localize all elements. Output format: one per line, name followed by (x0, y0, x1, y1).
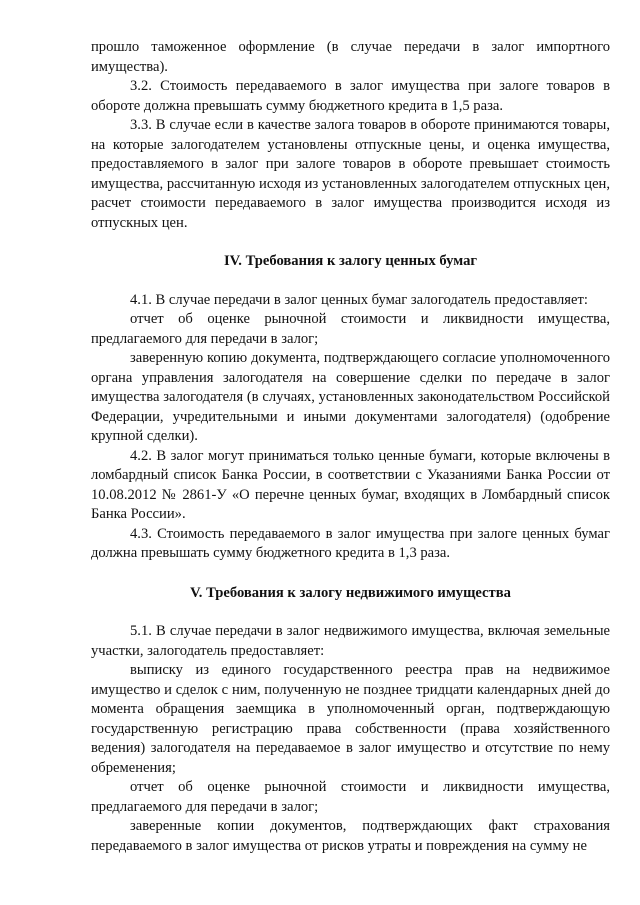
list-item-certified-copy: заверенную копию документа, подтверждающего согласие уполномоченного органа управления залогодателя на совершение сделки по передаче в залог имущества залогодателя (в случаях, установленных законодательством Российской Федерации, учредительными и иными документами залогодателя) (одобрение крупной сделки). (91, 350, 610, 444)
paragraph-3-2: 3.2. Стоимость передаваемого в залог имущества при залоге товаров в обороте должна превышать сумму бюджетного кредита в 1,5 раза. (91, 78, 610, 114)
section-heading-v: V. Требования к залогу недвижимого имущества (190, 584, 511, 601)
list-item-insurance-copies: заверенные копии документов, подтверждающих факт страхования передаваемого в залог имущества от рисков утраты и повреждения на сумму не (91, 818, 610, 854)
paragraph-4-2: 4.2. В залог могут приниматься только ценные бумаги, которые включены в ломбардный список Банка России, в соответствии с Указаниями Банка России от 10.08.2012 № 2861-У «О перечне ценных бумаг, входящих в Ломбардный список Банка России». (91, 447, 610, 522)
paragraph-4-1: 4.1. В случае передачи в залог ценных бумаг залогодатель предоставляет: (130, 291, 588, 308)
paragraph-continuation: прошло таможенное оформление (в случае передачи в залог импортного имущества). (91, 39, 610, 75)
paragraph-3-3: 3.3. В случае если в качестве залога товаров в обороте принимаются товары, на которые залогодателем установлены отпускные цены, и оценка имущества, предоставляемого в залог при залоге товаров в обороте превышает стоимость имущества, рассчитанную исходя из установленных залогодателем отпускных цен, расчет стоимости передаваемого в залог имущества производится исходя из отпускных цен. (91, 117, 610, 231)
list-item-valuation-report: отчет об оценке рыночной стоимости и ликвидности имущества, предлагаемого для передачи в залог; (91, 311, 610, 347)
paragraph-4-3: 4.3. Стоимость передаваемого в залог имущества при залоге ценных бумаг должна превышать сумму бюджетного кредита в 1,3 раза. (91, 525, 610, 561)
list-item-registry-extract: выписку из единого государственного реестра прав на недвижимое имущество и сделок с ним, полученную не позднее тридцати календарных дней до момента обращения заемщика в уполномоченный орган, подтверждающую государственную регистрацию права собственности (права хозяйственного ведения) залогодателя на передаваемое в залог имущество и отсутствие по нему обременения; (91, 662, 610, 776)
section-heading-iv: IV. Требования к залогу ценных бумаг (223, 253, 478, 269)
paragraph-5-1: 5.1. В случае передачи в залог недвижимого имущества, включая земельные участки, залогодатель предоставляет: (91, 623, 610, 659)
list-item-valuation-report: отчет об оценке рыночной стоимости и ликвидности имущества, предлагаемого для передачи в залог; (91, 779, 610, 815)
